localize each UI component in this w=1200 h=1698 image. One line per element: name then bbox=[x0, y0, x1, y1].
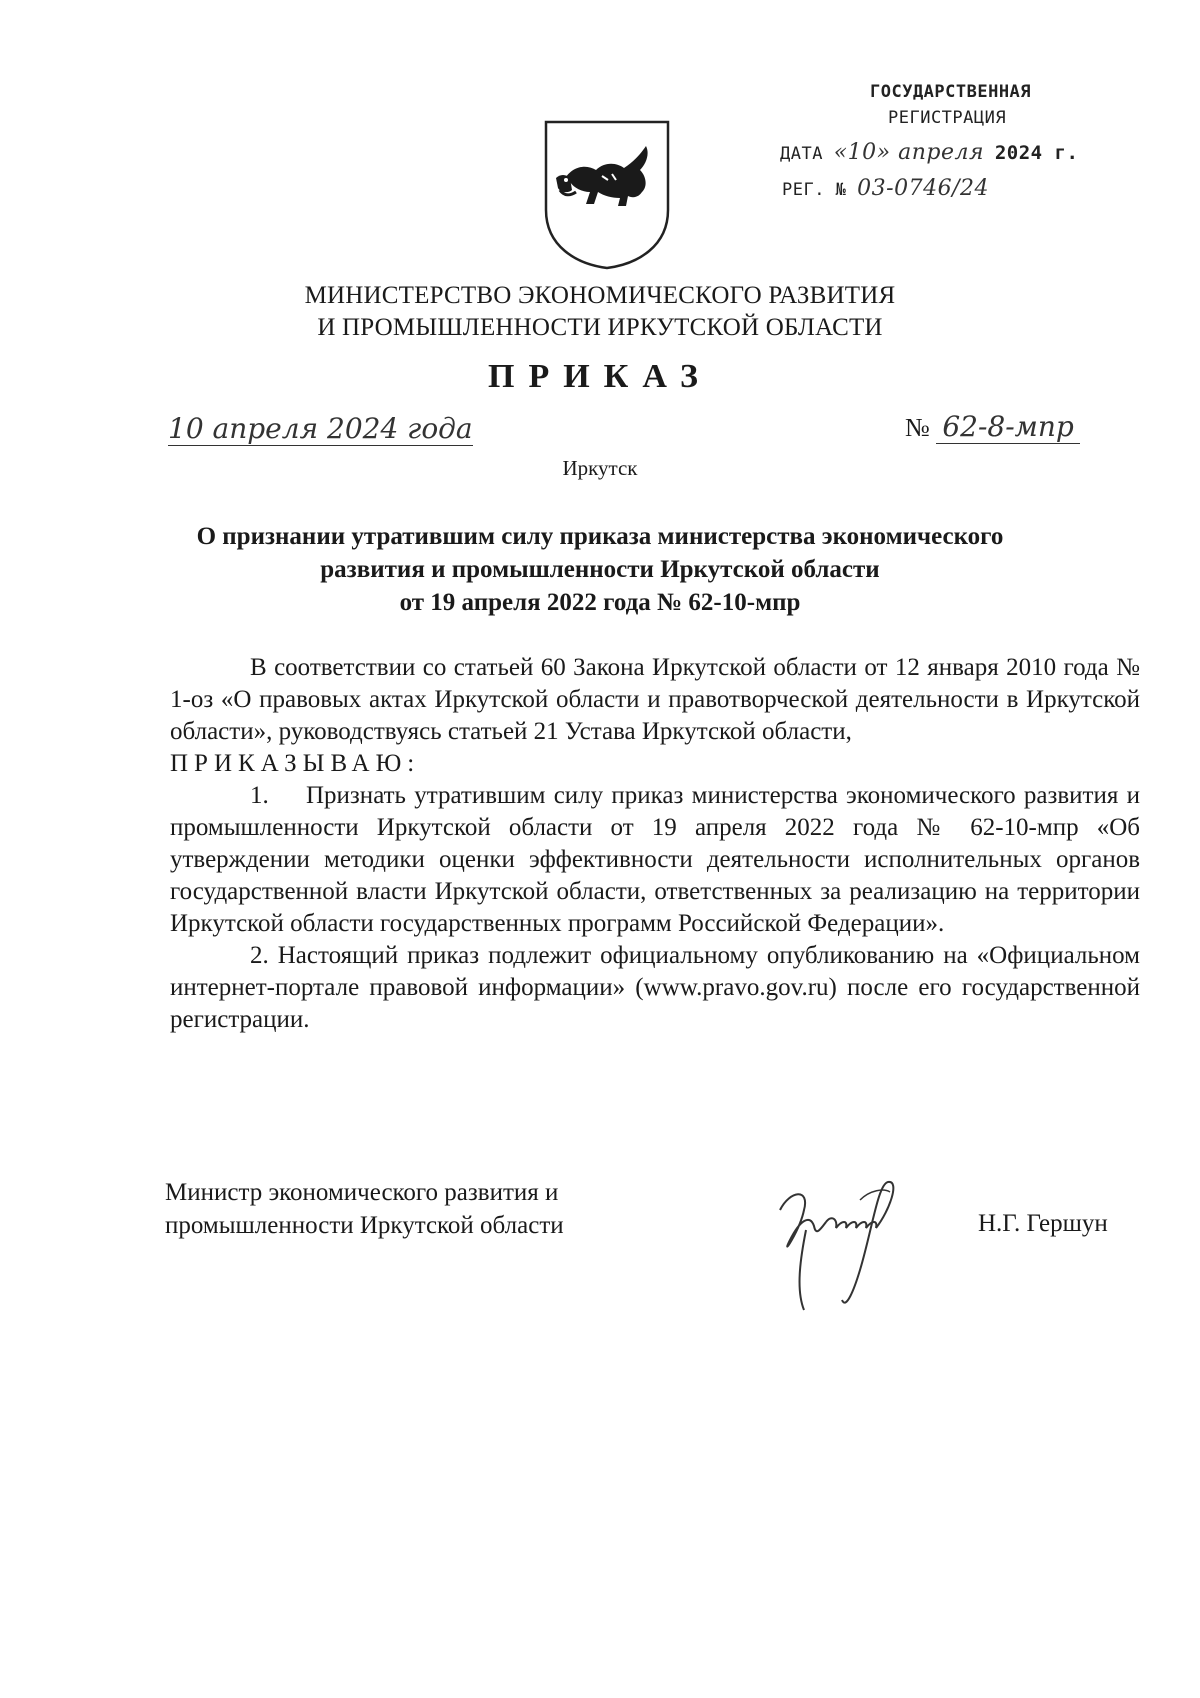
subject-line-3: от 19 апреля 2022 года № 62-10-мпр bbox=[399, 589, 801, 616]
order-date bbox=[168, 412, 473, 446]
ministry-name bbox=[150, 280, 1050, 344]
stamp-reg-label: РЕГ. № bbox=[782, 180, 847, 200]
signer-position-line-2: промышленности Иркутской области bbox=[165, 1212, 564, 1239]
order-number-label: № bbox=[905, 413, 930, 442]
stamp-date-value: «10» апреля bbox=[833, 140, 985, 165]
irkutsk-coat-of-arms-icon bbox=[542, 118, 672, 270]
stamp-date-row bbox=[780, 140, 1078, 165]
signer-position-line-1: Министр экономического развития и bbox=[165, 1179, 559, 1206]
item-1-number: 1. bbox=[250, 782, 269, 809]
signer-name: Н.Г. Гершун bbox=[978, 1210, 1108, 1237]
preamble: В соответствии со статьей 60 Закона Иркутской области от 12 января 2010 года № 1-оз «О правовых актах Иркутской области и правотворческой деятельности в Иркутской области», руководствуясь статьей 21 Устава Иркутской области, bbox=[170, 654, 1140, 745]
handwritten-signature-icon bbox=[760, 1170, 960, 1320]
stamp-subtitle: РЕГИСТРАЦИЯ bbox=[888, 108, 1007, 128]
item-2: 2. Настоящий приказ подлежит официальному опубликованию на «Официальном интернет-портале правовой информации» (www.pravo.gov.ru) после его государственной регистрации. bbox=[170, 942, 1140, 1033]
order-date-value: 10 апреля 2024 года bbox=[168, 412, 473, 445]
order-number-value: 62-8-мпр bbox=[936, 410, 1080, 444]
order-body bbox=[170, 652, 1140, 1036]
order-number bbox=[905, 410, 1080, 444]
subject-line-1: О признании утратившим силу приказа министерства экономического bbox=[196, 523, 1004, 550]
stamp-title: ГОСУДАРСТВЕННАЯ bbox=[870, 82, 1032, 102]
decree-word: ПРИКАЗЫВАЮ: bbox=[170, 750, 421, 777]
stamp-reg-value: 03-0746/24 bbox=[857, 176, 989, 201]
stamp-year: 2024 г. bbox=[994, 142, 1079, 164]
order-subject bbox=[170, 520, 1030, 619]
city: Иркутск bbox=[562, 456, 638, 480]
ministry-line-1: МИНИСТЕРСТВО ЭКОНОМИЧЕСКОГО РАЗВИТИЯ bbox=[304, 282, 896, 309]
ministry-line-2: И ПРОМЫШЛЕННОСТИ ИРКУТСКОЙ ОБЛАСТИ bbox=[317, 314, 883, 341]
subject-line-2: развития и промышленности Иркутской области bbox=[320, 556, 880, 583]
item-1-text: Признать утратившим силу приказ министерства экономического развития и промышленности Иркутской области от 19 апреля 2022 года № 62-10-мпр «Об утверждении методики оценки эффективности деятельности исполнительных органов государственной власти Иркутской области, ответственных за реализацию на территории Иркутской области государственных программ Российской Федерации». bbox=[170, 782, 1140, 937]
stamp-reg-row bbox=[782, 176, 989, 201]
stamp-date-label: ДАТА bbox=[780, 144, 823, 164]
document-type: ПРИКАЗ bbox=[488, 358, 712, 395]
signer-position bbox=[165, 1176, 564, 1242]
item-1 bbox=[170, 780, 1140, 940]
